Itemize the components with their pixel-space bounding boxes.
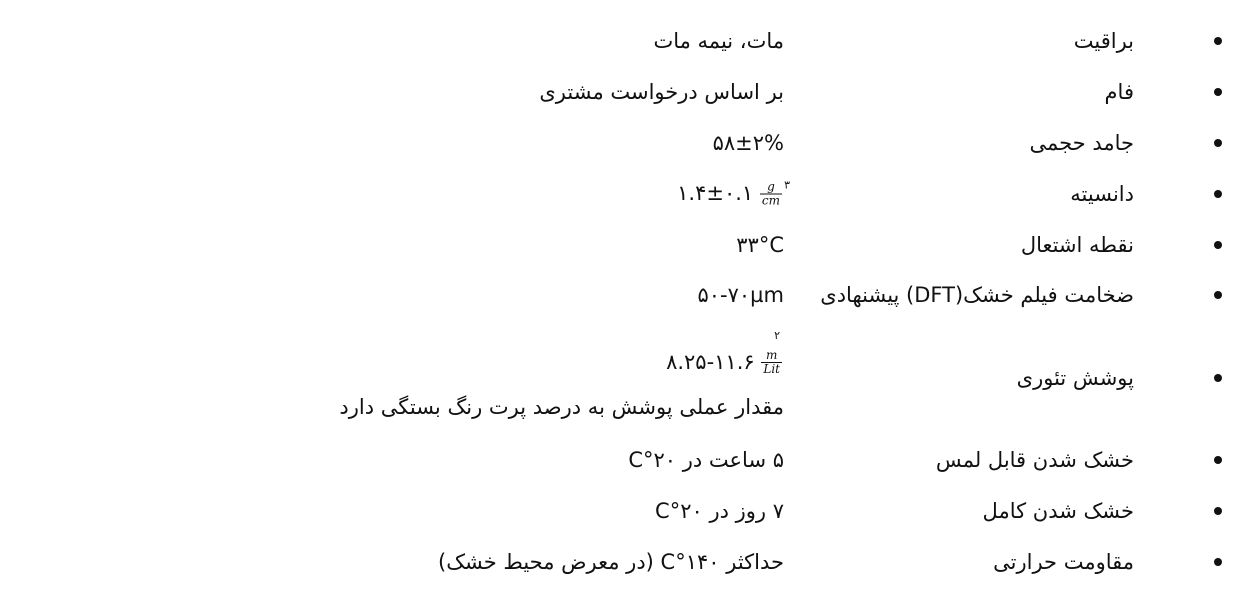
- spec-label: دانسیته: [1070, 181, 1134, 206]
- unit-numerator: g: [760, 180, 782, 194]
- spec-value-text: ۵۸±۲%: [712, 130, 784, 155]
- spec-value: حداکثر ۱۴۰°C (در معرض محیط خشک): [438, 549, 784, 574]
- spec-value: ۷ روز در ۲۰°C: [655, 498, 784, 523]
- spec-value: [736, 233, 784, 257]
- density-value: [677, 178, 790, 208]
- spec-label: خشک شدن قابل لمس: [935, 448, 1134, 473]
- bullet-icon: [1214, 241, 1222, 249]
- spec-item-dft: [12, 270, 1232, 321]
- spec-label: نقطه اشتعال: [1020, 232, 1134, 257]
- coverage-value-line: [339, 329, 784, 383]
- coverage-number: ۸.۲۵-۱۱.۶: [666, 349, 755, 374]
- coverage-note: مقدار عملی پوشش به درصد پرت رنگ بستگی دارد: [339, 394, 784, 419]
- spec-value: [677, 178, 790, 208]
- spec-label: خشک شدن کامل: [982, 498, 1134, 523]
- bullet-icon: [1214, 139, 1222, 147]
- unit-denominator: Lit: [763, 362, 780, 377]
- spec-label: مقاومت حرارتی: [993, 549, 1134, 574]
- spec-value: ۵ ساعت در ۲۰°C: [628, 448, 784, 473]
- spec-list: [12, 16, 1232, 587]
- spec-item-flash-point: [12, 219, 1232, 270]
- bullet-icon: [1214, 291, 1222, 299]
- unit-exponent: ۳: [784, 178, 790, 192]
- bullet-icon: [1214, 374, 1222, 382]
- spec-value-text: ۵۰-۷۰µm: [697, 283, 784, 308]
- spec-item-touch-dry: [12, 435, 1232, 486]
- unit-numerator: m: [761, 349, 782, 363]
- spec-item-gloss: [12, 16, 1232, 67]
- density-unit: [760, 178, 790, 208]
- spec-label: فام: [1104, 80, 1134, 105]
- spec-label: پوشش تئوری: [1016, 365, 1134, 390]
- bullet-icon: [1214, 37, 1222, 45]
- spec-value: مات، نیمه مات: [653, 29, 784, 54]
- spec-item-color: [12, 67, 1232, 118]
- spec-item-full-cure: [12, 486, 1232, 537]
- spec-label: جامد حجمی: [1029, 130, 1134, 155]
- spec-value: [713, 131, 784, 155]
- unit-exponent: ۲: [774, 329, 780, 343]
- spec-value: [339, 329, 784, 431]
- spec-value-text: ۳۳°C: [736, 232, 784, 257]
- spec-item-heat-resistance: [12, 536, 1232, 587]
- spec-value: بر اساس درخواست مشتری: [539, 80, 784, 105]
- bullet-icon: [1214, 88, 1222, 96]
- bullet-icon: [1214, 507, 1222, 515]
- density-number: ۱.۴±۰.۱: [677, 180, 754, 205]
- spec-label: ضخامت فیلم خشک(DFT) پیشنهادی: [820, 283, 1134, 308]
- bullet-icon: [1214, 456, 1222, 464]
- coverage-unit: [761, 329, 782, 377]
- spec-value: [697, 283, 784, 307]
- spec-item-volume-solids: [12, 118, 1232, 169]
- unit-denominator: cm: [761, 193, 780, 208]
- spec-item-theoretical-coverage: [12, 321, 1232, 435]
- bullet-icon: [1214, 558, 1222, 566]
- bullet-icon: [1214, 190, 1222, 198]
- spec-label: براقیت: [1073, 29, 1134, 54]
- spec-item-density: [12, 168, 1232, 219]
